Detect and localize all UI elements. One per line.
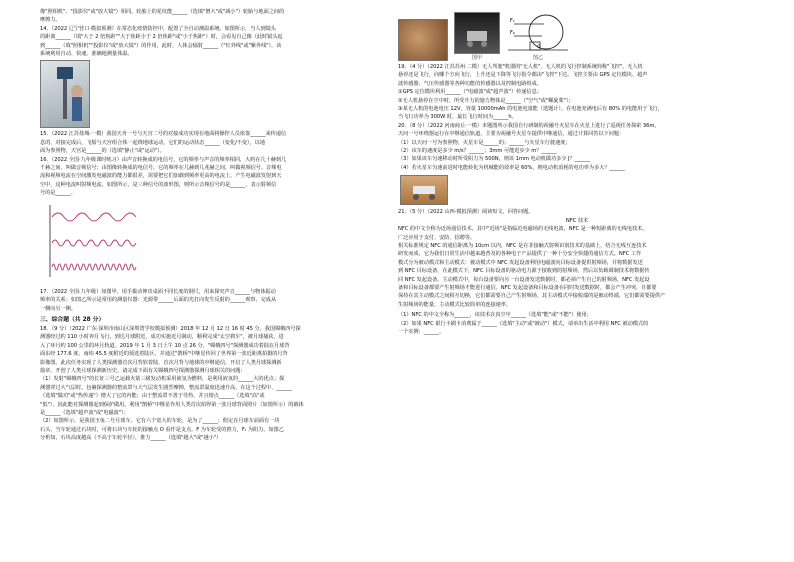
figure-jia	[398, 19, 448, 61]
nfc-article-line: NFC 的中文全称为近场通信技术，其中"近场"是指临近电磁场的无线电波，NFC 是一种短距离的无线电技术，	[398, 226, 648, 233]
moon-surface-photo	[398, 19, 448, 61]
q21-question-line: （1）NFC 的中文全称为______，该技术在真空中______（选填"能"或"不能"）使用；	[398, 312, 592, 319]
q18-line: 18．（9 分）（2022 广东·深圳市南山区深圳湾学校模拟预测）2018 年 12 月 12 日 16 时 45 分，我国嫦娥四号探	[40, 325, 301, 332]
q20-line: （1）以天问一号为参照物，火星车是______的；______与火星车行驶速度；	[398, 139, 571, 146]
q19-line: 19．（4 分）（2022 江苏苏州·二模）无人驾驶"机器的"无人机"，无人机的飞行控制系统简称"飞控"。无人机	[398, 64, 643, 70]
q19-line: 悬停还是飞行，向哪个方向飞行，上升还是下降等飞行指令都由"飞控"下达。飞控主要由 GPS 定位模块、超声	[398, 72, 648, 79]
q15-q16-line: 面为参照物，天宫是______的（选填"静止"或"运动"）。	[40, 148, 165, 155]
figure-jia-caption: 图甲	[471, 55, 482, 61]
figure-yi	[506, 10, 570, 61]
q18-line: 影像图。此次任务实现了人类探测器首次月背软着陆、首次月背与地球的中继通信，开启了人类月球探测新	[40, 359, 282, 366]
nfc-article-line: 备和目标设备都要产生射频场才能进行通信。NFC 发起设备和目标设备在同时发送数据时，都会产生冲突，且都要	[398, 284, 657, 291]
q21-question-line: 一个实例：______。	[398, 328, 445, 335]
waveform-b	[52, 240, 136, 246]
rover-photo	[454, 12, 500, 54]
nfc-article-line: 到 NFC 目标设备，在此模式下，NFC 目标设备的驱动电力源于接收到的射频场，然后以负载调制技术将数据传	[398, 268, 650, 275]
q20-line: （4）若火星车匀速前进时电能转化为机械能的效率是 60%，则电动机消耗的电功率为多大？______	[398, 164, 625, 171]
nfc-article-line: 模式分为被动模式和主动模式：被动模式中 NFC 发起设备利用电磁波向目标设备提供射频场，并将数据发送	[398, 259, 643, 266]
moon-rover-figure-row	[398, 10, 756, 61]
q19-line: ③某无人机的电池电压 12V，容量 10000mAh 的电池电量能（选题计）。在电池充满电后有 80% 的电能用于飞行，	[398, 106, 663, 113]
q13-q14-line: 系统利用自动、快速、准确地测量体温。	[40, 51, 133, 58]
q20-line: 天问一号环绕器运行在中继通信轨道，主要为祝融号火星车提供中继通信。通过计算回答以下问题：	[398, 131, 625, 138]
q15-q16-line: 16．（2022 全国·九年级课时练习）由声音转换成的电信号，它的频率与声音的频率相同，大约在几十赫到几	[40, 156, 287, 163]
q15-q16-line: 息的，对接完成后，飞船与天宫组合体一起绕地球运动，它们的运动状态______（变化/不变），以地	[40, 139, 265, 146]
nfc-article-line: 生射频场的能量，主动模式比较简单的连接速率。	[398, 301, 512, 308]
q18-line: 测器经过约 110 小时奔月飞行，到达月球附近，成功实施近月制动，顺利完成"太空刹车"，被月球捕获，进	[40, 334, 284, 341]
q15-q16-line: 15．（2022 江苏盐城·一模）我国天舟一号与天宫二号的对接成功实现在地面将操控人员依靠______来传递信	[40, 131, 287, 138]
section-3-heading: 三、综合题（共 28 分）	[40, 316, 105, 323]
q18-line: "低"），因此能对探测器起到保护做用。利用"鹊桥"中继星作用人类首次拍得第一张月球背面照片（如图所示）的载体	[40, 401, 304, 408]
kiosk-illustration	[41, 61, 89, 127]
q19-line: ①GPS 定位模块利用______（"电磁波"或"超声波"）传递信息；	[398, 89, 542, 96]
thermometer-kiosk-photo	[40, 60, 90, 128]
q17-line: 一侧向另一侧。	[40, 305, 76, 312]
q19-line: 波传感器、气压传感器等各种功能的传感器以及控制电路组成。	[398, 80, 542, 87]
label-o: O	[537, 45, 541, 50]
q21-question-line: （2）如果 NFC 银行卡刷卡消费属于______（选填"主动"或"被动"）模式，请举出生活中利用 NFC 被动模式的	[398, 320, 649, 327]
q18-line: 篇章，开创了人类月球探测新历史。请完成下面有关嫦娥四号探测器探测月球相关的问题：	[40, 367, 246, 374]
right-column	[398, 8, 756, 336]
q13-q14-line: 摩擦力。	[40, 17, 61, 24]
q20-line: （2）该车的速度是多少 m/s？______；3mm 可能进步少 m？______	[398, 148, 557, 155]
label-f1: F₁	[510, 18, 515, 24]
nfc-article-line: 广泛应用于支付、安防、招聘等。	[398, 234, 476, 241]
q17-line: 频率的关系；如图乙所示是常用的测量仪器：光源带______后面的光打向发生反射的______观察，完成从	[40, 297, 277, 304]
q18-line: 石头，当车轮通过石块时，可将石块与车轮的接触点 O 看作是支点，F 为车轮受的推力，Fₜ 为阻力，如图乙	[40, 426, 284, 433]
signal-waveform-figure	[46, 201, 142, 281]
nfc-article-line: 研发而成，它为我们日常生活中越来越普及的各种电子产品提供了一种十分安全快捷的通信方式。NFC 工作	[398, 251, 642, 258]
wheel-force-diagram	[506, 10, 570, 54]
q15-q16-line: 空中，这种电流叫射频电流。如图所示，是三种信号的波形图，则所示音频信号的是______，表示射频信	[40, 181, 277, 188]
q18-line: 测器穿过大气层时，包裹探测器的整流罩与大气层发生剧烈摩擦，整流罩温度迅速升高，在这个过程中，______	[40, 384, 292, 391]
q19-line: 当飞行功率为 300W 时，最长飞行时间为______h。	[398, 114, 517, 121]
mars-rover-photo	[400, 175, 448, 205]
nfc-article-line: 回 NFC 发起设备。主动模式中，每台设备要向另一台设备发送数据时，都必须产生自己的射频场，NFC 发起设	[398, 276, 650, 283]
nfc-article-title: NFC 技术	[565, 217, 589, 224]
q18-line: 入了环月约 100 公里的环月轨道。2019 年 1 月 3 日上午 10 点 26 分，"嫦娥四号"探测器成功着陆在月球背	[40, 342, 290, 349]
q13-q14-line: 的距离______（填"大于 2 倍焦距""大于焦距小于 2 倍焦距"或"小于焦距"）时，会看见自己像（此时镜头起	[40, 34, 283, 41]
left-column	[40, 8, 378, 443]
q21-line: 21．（5 分）（2022 山西·模拟预测）阅读短文，回答问题。	[398, 209, 534, 216]
q13-q14-line: 到______（填"照相机""投影仪"或"放大镜"）的作用，此时，人体会辐射______（"红外线"或"紫外线"），该	[40, 42, 282, 49]
label-f2: F₂	[510, 30, 515, 36]
nfc-article-line: 保持在其主动模式之间相互切换，它们都需要自己产生射频场，其主动模式中接收端的是被动终端，它们都需要提供产	[398, 293, 666, 300]
q19-line: ②无人机悬停在空中时，所受升力的施力物体是______（"空气"或"螺旋桨"）；	[398, 97, 574, 104]
q15-q16-line: 流和视频电流在空间激发电磁波的能力都很差，需要把它们加载到频率更高的电流上，产生电磁波发射到天	[40, 173, 282, 180]
q18-line: 是______（选填"超声波"或"电磁波"）；	[40, 409, 129, 416]
nfc-article-line: 相关标准规定 NFC 的通信距离为 10cm 以内，NFC 是在非接触式射频识别技术的基础上，结合无线互连技术	[398, 242, 647, 249]
q18-line: 面东经 177.6 度、南纬 45.5 度附近的预选着陆区，并通过"鹊桥"中继星传回了世界第一张近距离拍摄的月背	[40, 351, 288, 358]
q18-line: （2）如图所示，是我国玉兔二号月球车。它有六个宽大的车轮，是为了______；假定在月球车前面有一块	[40, 418, 280, 425]
figure-yi-caption: 图乙	[532, 55, 543, 61]
q20-line: 20．（8 分）（2022 河南商丘·一模）本题图所示我国自行研制的祝融号火星车在火星上进行了巡视任务探索 36m。	[398, 122, 660, 129]
q18-line: （选填"做功"或"热传递"）增大了它的内能；由于整流罩不善于导热，并且熔点______（选填"高"或	[40, 393, 265, 400]
q20-line: （3）如果该车匀速移动时所受阻力为 500N，则该 1mm 电动机做功多少 J？______	[398, 156, 590, 163]
q14-figure-row	[40, 60, 378, 128]
q18-line: 分析知，石块高度越高（不高于车轮半径），推力______（选填"越大"或"越小"）	[40, 435, 222, 442]
q18-line: （1）发射"嫦娥四号"的长征三号乙运载火箭三级发动机采用液氢为燃料，是利用液氢的______大的优点；探	[40, 376, 285, 383]
q13-q14-line: 像"照相机"、"投影仪"或"放大镜"）相同。轮胎上的花纹能______（选填"增大"或"减小"）轮胎与地面之间的	[40, 9, 285, 15]
q13-q14-line: 14．（2022 辽宁营口·模拟预测）在常态化疫情防控中，配置了全自动测温系统。如图所示，当人到镜头	[40, 25, 276, 32]
q15-q16-line: 千赫之间，叫做音频信号；由图像转换成的电信号，它的频率在几赫到几兆赫之间，叫做视频信号。音频电	[40, 165, 282, 172]
q15-q16-line: 号的是______。	[40, 190, 76, 197]
q17-line: 17．（2022 全国·九年级）如图甲，用手拨动伸出桌面不同长度的钢尺，用来探究声音______与物体振动	[40, 288, 276, 295]
waveform-c	[52, 264, 136, 270]
waveform-a	[52, 213, 136, 221]
